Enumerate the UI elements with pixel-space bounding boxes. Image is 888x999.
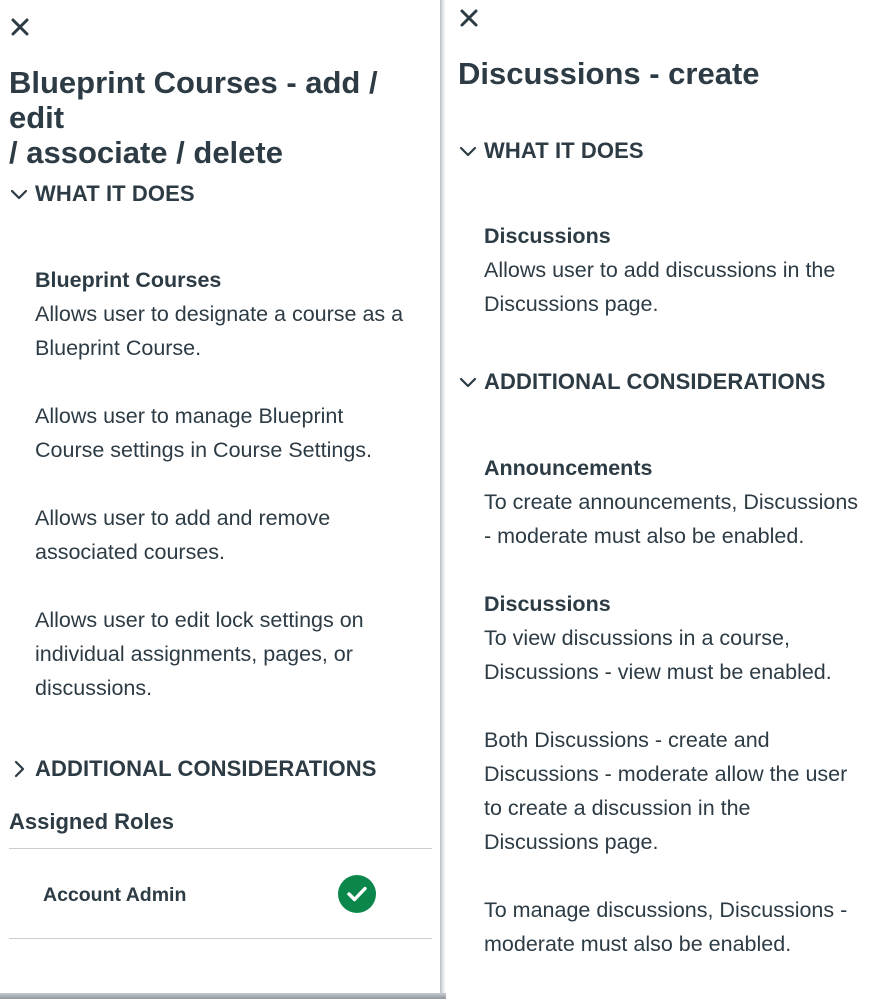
title-line-1: Blueprint Courses - add / edit [9, 65, 378, 135]
content-line: Discussions - moderate allow the user [484, 762, 848, 786]
what-it-does-toggle[interactable] [458, 138, 644, 164]
section-label: ADDITIONAL CONSIDERATIONS [35, 756, 377, 781]
additional-considerations-toggle[interactable] [9, 756, 376, 782]
close-right-panel-button[interactable] [459, 8, 481, 30]
content-line: Allows user to add and remove [35, 506, 331, 530]
chevron-right-icon [9, 759, 29, 779]
content-line: Both Discussions - create and [484, 728, 770, 752]
content-line: to create a discussion in the [484, 796, 751, 820]
content-line: - moderate must also be enabled. [484, 524, 805, 548]
role-name-account-admin: Account Admin [43, 884, 187, 906]
assigned-roles-heading: Assigned Roles [9, 809, 175, 834]
content-heading: Announcements [484, 456, 653, 480]
close-icon [10, 17, 30, 37]
content-line: individual assignments, pages, or [35, 642, 353, 666]
check-icon [347, 885, 367, 903]
divider [9, 938, 432, 939]
page-title: Discussions - create [458, 56, 760, 91]
content-line: Discussions - view must be enabled. [484, 660, 832, 684]
title-line-2: / associate / delete [9, 135, 283, 170]
page-title [9, 65, 440, 170]
divider [9, 848, 432, 849]
additional-considerations-toggle[interactable] [458, 369, 825, 395]
section-label: ADDITIONAL CONSIDERATIONS [484, 369, 826, 394]
chevron-down-icon [458, 372, 478, 392]
content-line: moderate must also be enabled. [484, 932, 792, 956]
blueprint-courses-panel [0, 0, 440, 999]
content-line: Discussions page. [484, 292, 659, 316]
role-enabled-toggle[interactable] [338, 875, 376, 913]
additional-considerations-content [484, 451, 858, 961]
content-heading: Blueprint Courses [35, 268, 222, 292]
what-it-does-content [484, 219, 835, 321]
content-line: Blueprint Course. [35, 336, 202, 360]
close-icon [459, 8, 479, 28]
content-line: Course settings in Course Settings. [35, 438, 372, 462]
discussions-create-panel [446, 0, 888, 999]
section-label: WHAT IT DOES [484, 138, 644, 163]
what-it-does-content [35, 263, 403, 705]
content-line: Allows user to manage Blueprint [35, 404, 344, 428]
section-label: WHAT IT DOES [35, 181, 195, 206]
what-it-does-toggle[interactable] [9, 181, 195, 207]
chevron-down-icon [9, 184, 29, 204]
chevron-down-icon [458, 141, 478, 161]
content-line: To view discussions in a course, [484, 626, 790, 650]
content-line: associated courses. [35, 540, 226, 564]
content-line: To create announcements, Discussions [484, 490, 859, 514]
content-line: Discussions page. [484, 830, 659, 854]
content-line: Allows user to add discussions in the [484, 258, 836, 282]
content-line: To manage discussions, Discussions - [484, 898, 848, 922]
content-heading: Discussions [484, 592, 611, 616]
content-line: Allows user to edit lock settings on [35, 608, 364, 632]
content-line: discussions. [35, 676, 153, 700]
bottom-edge [0, 993, 446, 999]
content-heading: Discussions [484, 224, 611, 248]
content-line: Allows user to designate a course as a [35, 302, 404, 326]
close-left-panel-button[interactable] [10, 17, 32, 39]
